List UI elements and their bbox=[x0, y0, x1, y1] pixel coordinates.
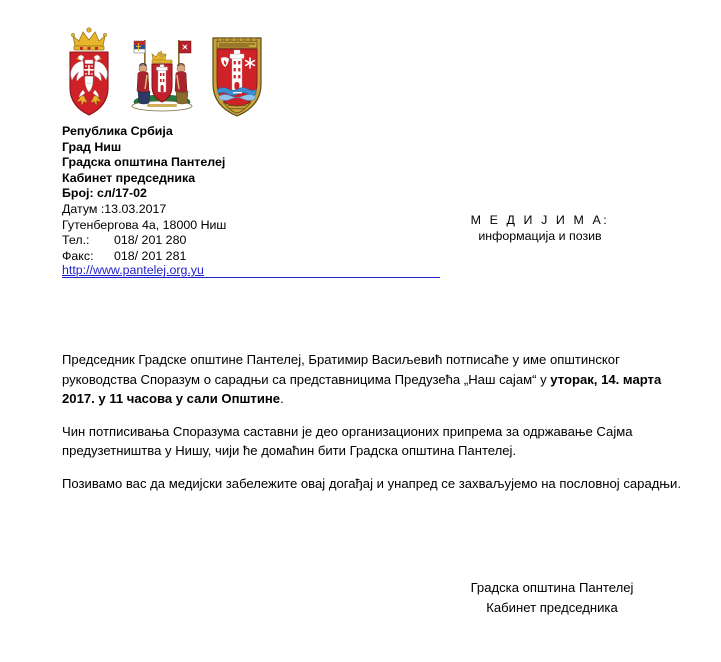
signature-block bbox=[432, 578, 672, 617]
website-link[interactable]: http://www.pantelej.org.yu bbox=[62, 263, 204, 277]
letterhead-municipality: Градска општина Пантелеј bbox=[62, 155, 226, 170]
supporter-right bbox=[175, 63, 188, 104]
paragraph-1-text-a: Председник Градске општине Пантелеј, Братимир Васиљевић потписаће у име општинског руководства Споразум о сарадњи са представницима Предузећа „Наш сајам“ у bbox=[62, 352, 620, 387]
supporter-left bbox=[137, 63, 150, 104]
letterhead-reference-number: Број: сл/17-02 bbox=[62, 186, 147, 201]
letterhead-block bbox=[62, 124, 462, 264]
phone-label: Тел.: bbox=[62, 233, 90, 248]
nis-coat-of-arms-icon bbox=[127, 26, 197, 118]
paragraph-1 bbox=[62, 350, 687, 409]
letterhead-divider-rule bbox=[62, 277, 440, 278]
pantelej-coat-of-arms-icon bbox=[209, 26, 265, 118]
paragraph-1-text-b: . bbox=[280, 391, 284, 407]
recipient-addressee: М Е Д И Ј И М А: bbox=[470, 213, 610, 227]
letterhead-url-line bbox=[62, 263, 440, 278]
fax-value: 018/ 201 281 bbox=[114, 248, 187, 263]
fax-label: Факс: bbox=[62, 248, 94, 263]
signature-municipality: Градска општина Пантелеј bbox=[470, 580, 634, 595]
paragraph-2: Чин потписивања Споразума саставни је део организационих припрема за одржавање Сајма предузетништва у Нишу, чији ће домаћин бити Градска општина Пантелеј. bbox=[62, 423, 633, 459]
letterhead-city: Град Ниш bbox=[62, 139, 122, 154]
phone-value: 018/ 201 280 bbox=[114, 233, 187, 248]
emblem-row bbox=[63, 26, 265, 118]
recipient-subject: информација и позив bbox=[478, 229, 602, 243]
letterhead-date: Датум :13.03.2017 bbox=[62, 201, 167, 216]
signature-cabinet: Кабинет председника bbox=[486, 599, 618, 615]
letterhead-address: Гутенбергова 4а, 18000 Ниш bbox=[62, 217, 227, 232]
letterhead-phone-row bbox=[62, 233, 462, 249]
letterhead-cabinet: Кабинет председника bbox=[62, 170, 196, 185]
letterhead-republic: Република Србија bbox=[62, 124, 173, 138]
body-copy bbox=[62, 350, 687, 494]
recipient-block bbox=[440, 212, 640, 244]
letterhead-fax-row bbox=[62, 249, 462, 265]
paragraph-3: Позивамо вас да медијски забележите овај догађај и унапред се захваљујемо на пословној сарадњи. bbox=[62, 475, 681, 491]
paragraph-1-emphasis: уторак, 14. марта 2017. у 11 часова у сали Општине bbox=[62, 371, 662, 407]
serbia-coat-of-arms-icon bbox=[63, 26, 115, 118]
